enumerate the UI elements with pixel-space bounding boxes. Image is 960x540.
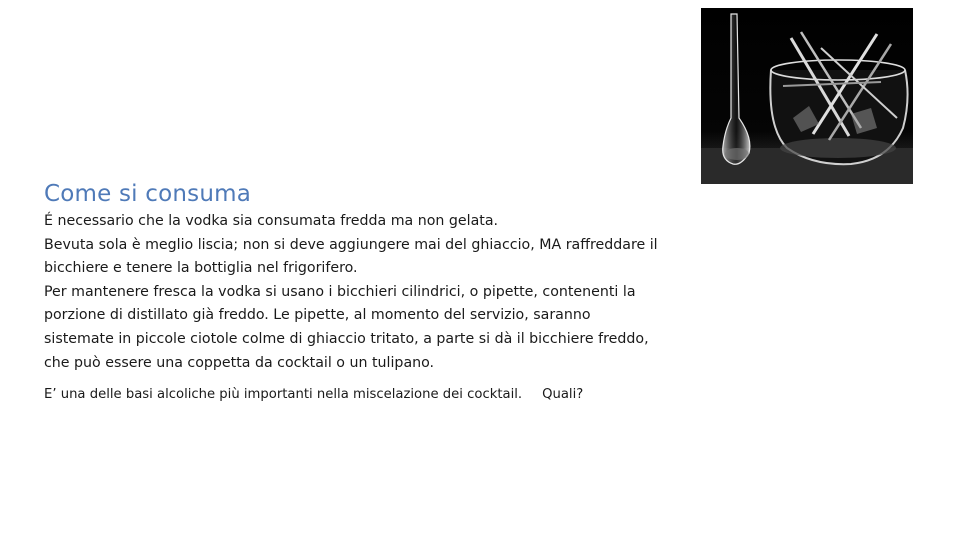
closing-question: Quali?	[542, 387, 584, 402]
paragraph-line: sistemate in piccole ciotole colme di ghiaccio tritato, a parte si dà il bicchiere freddo,	[44, 330, 649, 347]
vodka-glasses-photo	[701, 8, 913, 184]
paragraph-line: che può essere una coppetta da cocktail o un tulipano.	[44, 354, 435, 371]
paragraph-line: Bevuta sola è meglio liscia; non si deve aggiungere mai del ghiaccio, MA raffreddare il	[44, 236, 658, 253]
paragraph-line: É necessario che la vodka sia consumata fredda ma non gelata.	[44, 213, 499, 229]
closing-statement: E’ una delle basi alcoliche più importanti nella miscelazione dei cocktail.	[44, 387, 523, 402]
closing-line	[44, 387, 583, 402]
paragraph-line: Per mantenere fresca la vodka si usano i bicchieri cilindrici, o pipette, contenenti la	[44, 283, 636, 300]
slide-title: Come si consuma	[44, 181, 252, 207]
paragraph-line: porzione di distillato già freddo. Le pipette, al momento del servizio, saranno	[44, 307, 591, 324]
body-text	[44, 210, 764, 375]
paragraph-line: bicchiere e tenere la bottiglia nel frigorifero.	[44, 260, 358, 277]
